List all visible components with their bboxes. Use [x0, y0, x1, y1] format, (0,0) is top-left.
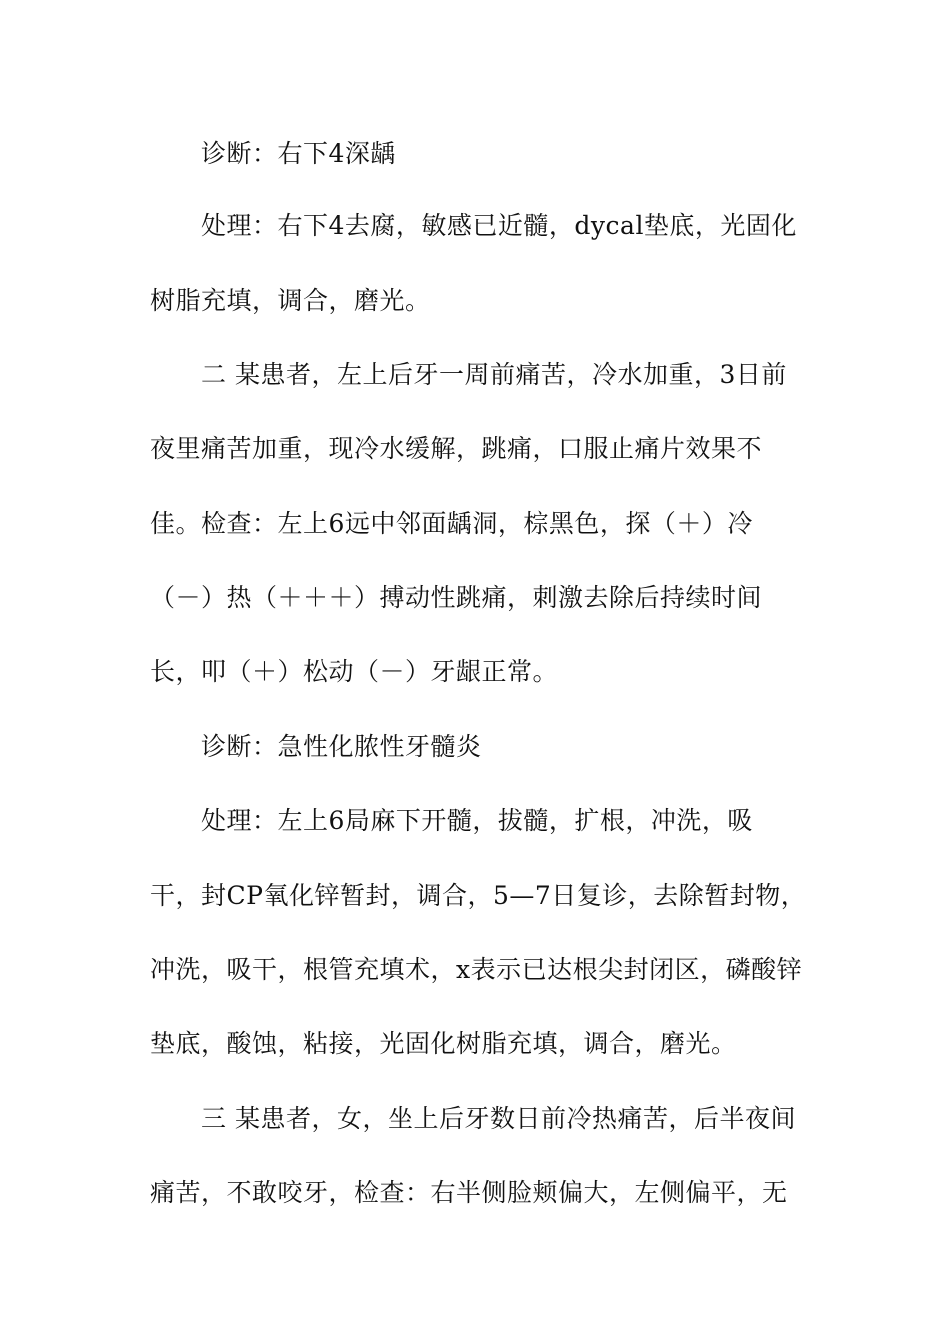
- text-line-4: 二 某患者，左上后牙一周前痛苦，冷水加重，3日前: [201, 360, 787, 389]
- text-line-3: 树脂充填，调合，磨光。: [150, 286, 431, 315]
- text-line-1: 诊断：右下4深龋: [201, 139, 396, 168]
- text-line-8: 长，叩（＋）松动（－）牙龈正常。: [150, 657, 559, 686]
- text-line-9: 诊断：急性化脓性牙髓炎: [201, 732, 482, 761]
- text-line-14: 三 某患者，女，坐上后牙数日前冷热痛苦，后半夜间: [201, 1104, 796, 1133]
- text-line-6: 佳。检查：左上6远中邻面龋洞，棕黑色，探（＋）冷: [150, 509, 753, 538]
- text-line-2: 处理：右下4去腐，敏感已近髓，dycal垫底，光固化: [201, 211, 797, 240]
- text-line-7: （－）热（＋＋＋）搏动性跳痛，刺激去除后持续时间: [150, 583, 763, 612]
- text-line-13: 垫底，酸蚀，粘接，光固化树脂充填，调合，磨光。: [150, 1029, 737, 1058]
- text-line-11: 干，封CP氧化锌暂封，调合，5—7日复诊，去除暂封物，: [150, 881, 807, 910]
- text-line-5: 夜里痛苦加重，现冷水缓解，跳痛，口服止痛片效果不: [150, 434, 763, 463]
- text-line-12: 冲洗，吸干，根管充填术，x表示已达根尖封闭区，磷酸锌: [150, 955, 803, 984]
- text-line-15: 痛苦，不敢咬牙，检查：右半侧脸颊偏大，左侧偏平，无: [150, 1178, 788, 1207]
- text-line-10: 处理：左上6局麻下开髓，拔髓，扩根，冲洗，吸: [201, 806, 753, 835]
